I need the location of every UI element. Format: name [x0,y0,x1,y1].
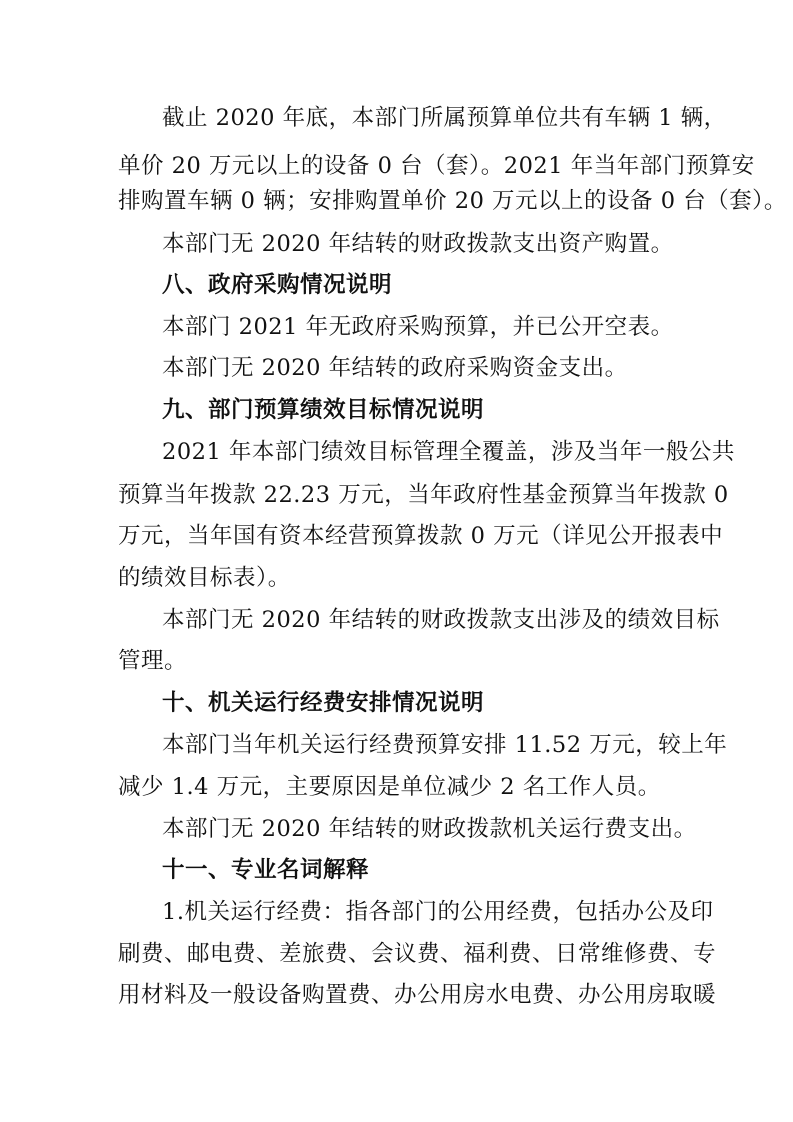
paragraph-line: 本部门无 2020 年结转的财政拨款支出资产购置。 [162,231,674,257]
paragraph-line: 本部门无 2020 年结转的财政拨款机关运行费支出。 [162,816,697,842]
paragraph-line: 本部门当年机关运行经费预算安排 11.52 万元，较上年 [162,732,728,758]
section-heading-11: 十一、专业名词解释 [162,857,370,883]
paragraph-line: 的绩效目标表）。 [118,565,291,591]
paragraph-line: 本部门无 2020 年结转的政府采购资金支出。 [162,355,628,381]
section-heading-9: 九、部门预算绩效目标情况说明 [162,397,485,423]
paragraph-line: 本部门 2021 年无政府采购预算，并已公开空表。 [162,314,674,340]
section-heading-8: 八、政府采购情况说明 [162,272,393,298]
paragraph-line: 截止 2020 年底，本部门所属预算单位共有车辆 1 辆， [162,105,727,131]
paragraph-line: 刷费、邮电费、差旅费、会议费、福利费、日常维修费、专 [118,941,717,967]
paragraph-line: 管理。 [118,648,188,674]
paragraph-line: 2021 年本部门绩效目标管理全覆盖，涉及当年一般公共 [162,439,735,465]
paragraph-line: 用材料及一般设备购置费、办公用房水电费、办公用房取暖 [118,982,717,1008]
paragraph-line: 单价 20 万元以上的设备 0 台（套）。2021 年当年部门预算安 [118,153,755,179]
paragraph-line: 本部门无 2020 年结转的财政拨款支出涉及的绩效目标 [162,607,720,633]
paragraph-line: 排购置车辆 0 辆；安排购置单价 20 万元以上的设备 0 台（套）。 [118,188,787,214]
paragraph-line: 万元，当年国有资本经营预算拨款 0 万元（详见公开报表中 [118,523,724,549]
paragraph-line: 预算当年拨款 22.23 万元，当年政府性基金预算当年拨款 0 [118,482,729,508]
section-heading-10: 十、机关运行经费安排情况说明 [162,690,485,716]
paragraph-line: 减少 1.4 万元，主要原因是单位减少 2 名工作人员。 [118,774,661,800]
paragraph-line: 1.机关运行经费：指各部门的公用经费，包括办公及印 [162,899,714,925]
